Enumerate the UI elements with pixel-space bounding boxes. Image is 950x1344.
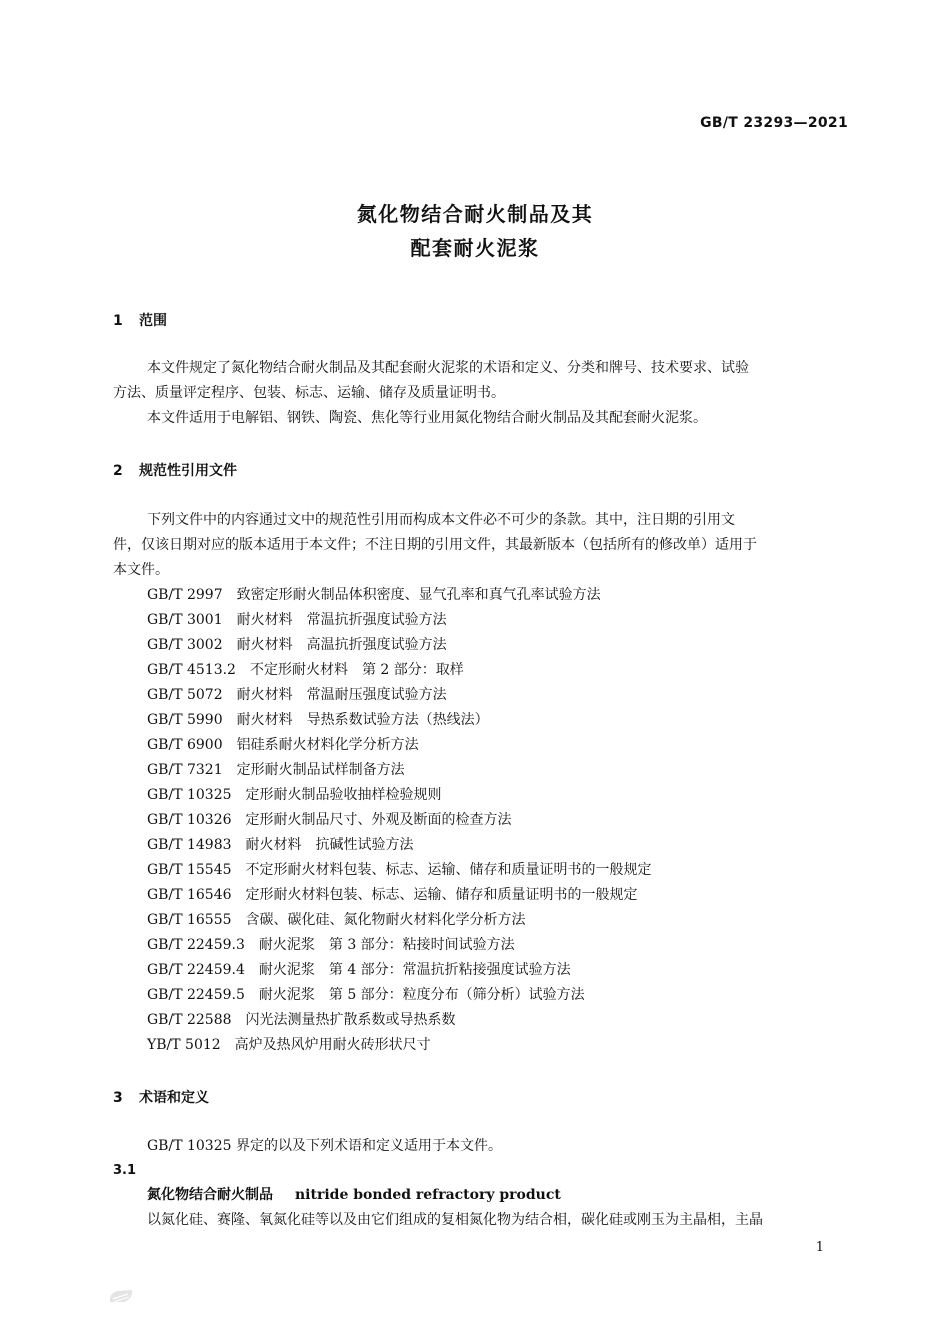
section-2-intro-line-3: 本文件。 bbox=[113, 562, 169, 578]
reference-title: 不定形耐火材料 第 2 部分：取样 bbox=[249, 662, 464, 678]
reference-code: GB/T 16546 bbox=[147, 887, 232, 903]
reference-item bbox=[147, 608, 447, 633]
section-title: 规范性引用文件 bbox=[139, 463, 237, 479]
reference-title: 闪光法测量热扩散系数或导热系数 bbox=[245, 1012, 456, 1028]
reference-code: GB/T 3001 bbox=[147, 612, 223, 628]
term-chinese: 氮化物结合耐火制品 bbox=[147, 1187, 273, 1203]
document-title-line1: 氮化物结合耐火制品及其 bbox=[356, 202, 594, 226]
reference-item bbox=[147, 1008, 456, 1033]
section-1-paragraph-1-line-2: 方法、质量评定程序、包装、标志、运输、储存及质量证明书。 bbox=[113, 385, 505, 401]
document-title-line2: 配套耐火泥浆 bbox=[410, 236, 540, 260]
term-heading bbox=[147, 1183, 561, 1208]
reference-item bbox=[147, 583, 601, 608]
reference-item bbox=[147, 783, 442, 808]
reference-item bbox=[147, 1033, 431, 1058]
standard-number: GB/T 23293—2021 bbox=[700, 115, 848, 131]
reference-title: 耐火材料 抗碱性试验方法 bbox=[245, 837, 414, 853]
reference-code: GB/T 10326 bbox=[147, 812, 232, 828]
reference-code: GB/T 6900 bbox=[147, 737, 223, 753]
reference-item bbox=[147, 833, 414, 858]
reference-title: 含碳、碳化硅、氮化物耐火材料化学分析方法 bbox=[245, 912, 526, 928]
section-3-intro: GB/T 10325 界定的以及下列术语和定义适用于本文件。 bbox=[147, 1138, 502, 1154]
reference-code: GB/T 14983 bbox=[147, 837, 232, 853]
section-number: 3 bbox=[113, 1090, 123, 1106]
reference-title: 定形耐火制品试样制备方法 bbox=[236, 762, 405, 778]
reference-item bbox=[147, 683, 447, 708]
section-number: 2 bbox=[113, 463, 123, 479]
reference-item bbox=[147, 958, 571, 983]
reference-title: 耐火材料 常温耐压强度试验方法 bbox=[236, 687, 447, 703]
section-number: 1 bbox=[113, 313, 123, 329]
reference-code: GB/T 10325 bbox=[147, 787, 232, 803]
section-1-heading bbox=[113, 310, 167, 330]
reference-title: 定形耐火制品尺寸、外观及断面的检查方法 bbox=[245, 812, 512, 828]
reference-item bbox=[147, 908, 526, 933]
reference-title: 高炉及热风炉用耐火砖形状尺寸 bbox=[234, 1037, 431, 1053]
reference-item bbox=[147, 808, 512, 833]
reference-code: GB/T 5072 bbox=[147, 687, 223, 703]
reference-code: GB/T 16555 bbox=[147, 912, 232, 928]
section-2-intro-line-1: 下列文件中的内容通过文中的规范性引用而构成本文件必不可少的条款。其中，注日期的引用文 bbox=[147, 512, 735, 528]
reference-title: 耐火泥浆 第 4 部分：常温抗折粘接强度试验方法 bbox=[258, 962, 571, 978]
reference-title: 耐火材料 导热系数试验方法（热线法） bbox=[236, 712, 489, 728]
reference-item bbox=[147, 633, 447, 658]
reference-code: GB/T 22459.3 bbox=[147, 937, 245, 953]
term-english: nitride bonded refractory product bbox=[295, 1187, 561, 1203]
reference-code: GB/T 22459.5 bbox=[147, 987, 245, 1003]
reference-title: 定形耐火材料包装、标志、运输、储存和质量证明书的一般规定 bbox=[245, 887, 638, 903]
reference-code: GB/T 15545 bbox=[147, 862, 232, 878]
reference-title: 铝硅系耐火材料化学分析方法 bbox=[236, 737, 419, 753]
page-number: 1 bbox=[815, 1240, 824, 1255]
reference-code: GB/T 5990 bbox=[147, 712, 223, 728]
reference-item bbox=[147, 933, 515, 958]
reference-item bbox=[147, 758, 405, 783]
reference-item bbox=[147, 708, 489, 733]
reference-code: GB/T 22588 bbox=[147, 1012, 232, 1028]
reference-code: GB/T 3002 bbox=[147, 637, 223, 653]
reference-title: 耐火泥浆 第 5 部分：粒度分布（筛分析）试验方法 bbox=[258, 987, 585, 1003]
section-3-heading bbox=[113, 1087, 209, 1107]
reference-code: GB/T 22459.4 bbox=[147, 962, 245, 978]
sac-logo-icon bbox=[107, 1287, 135, 1307]
section-title: 术语和定义 bbox=[139, 1090, 209, 1106]
reference-code: GB/T 2997 bbox=[147, 587, 223, 603]
reference-code: GB/T 4513.2 bbox=[147, 662, 236, 678]
term-definition-line-1: 以氮化硅、赛隆、氧氮化硅等以及由它们组成的复相氮化物为结合相，碳化硅或刚玉为主晶相，主晶 bbox=[147, 1212, 763, 1228]
reference-title: 耐火材料 常温抗折强度试验方法 bbox=[236, 612, 447, 628]
reference-code: YB/T 5012 bbox=[147, 1037, 221, 1053]
reference-title: 致密定形耐火制品体积密度、显气孔率和真气孔率试验方法 bbox=[236, 587, 601, 603]
reference-item bbox=[147, 883, 638, 908]
section-2-heading bbox=[113, 460, 237, 480]
section-1-paragraph-1-line-1: 本文件规定了氮化物结合耐火制品及其配套耐火泥浆的术语和定义、分类和牌号、技术要求、试验 bbox=[147, 360, 749, 376]
section-title: 范围 bbox=[139, 313, 167, 329]
reference-item bbox=[147, 733, 419, 758]
section-1-paragraph-2: 本文件适用于电解铝、钢铁、陶瓷、焦化等行业用氮化物结合耐火制品及其配套耐火泥浆。 bbox=[147, 410, 707, 426]
reference-code: GB/T 7321 bbox=[147, 762, 223, 778]
reference-title: 定形耐火制品验收抽样检验规则 bbox=[245, 787, 442, 803]
reference-title: 耐火泥浆 第 3 部分：粘接时间试验方法 bbox=[258, 937, 515, 953]
reference-title: 不定形耐火材料包装、标志、运输、储存和质量证明书的一般规定 bbox=[245, 862, 652, 878]
reference-item bbox=[147, 658, 464, 683]
reference-item bbox=[147, 858, 652, 883]
section-2-intro-line-2: 件，仅该日期对应的版本适用于本文件；不注日期的引用文件，其最新版本（包括所有的修改单）适用于 bbox=[113, 537, 757, 553]
term-number: 3.1 bbox=[113, 1163, 137, 1178]
reference-title: 耐火材料 高温抗折强度试验方法 bbox=[236, 637, 447, 653]
reference-item bbox=[147, 983, 585, 1008]
